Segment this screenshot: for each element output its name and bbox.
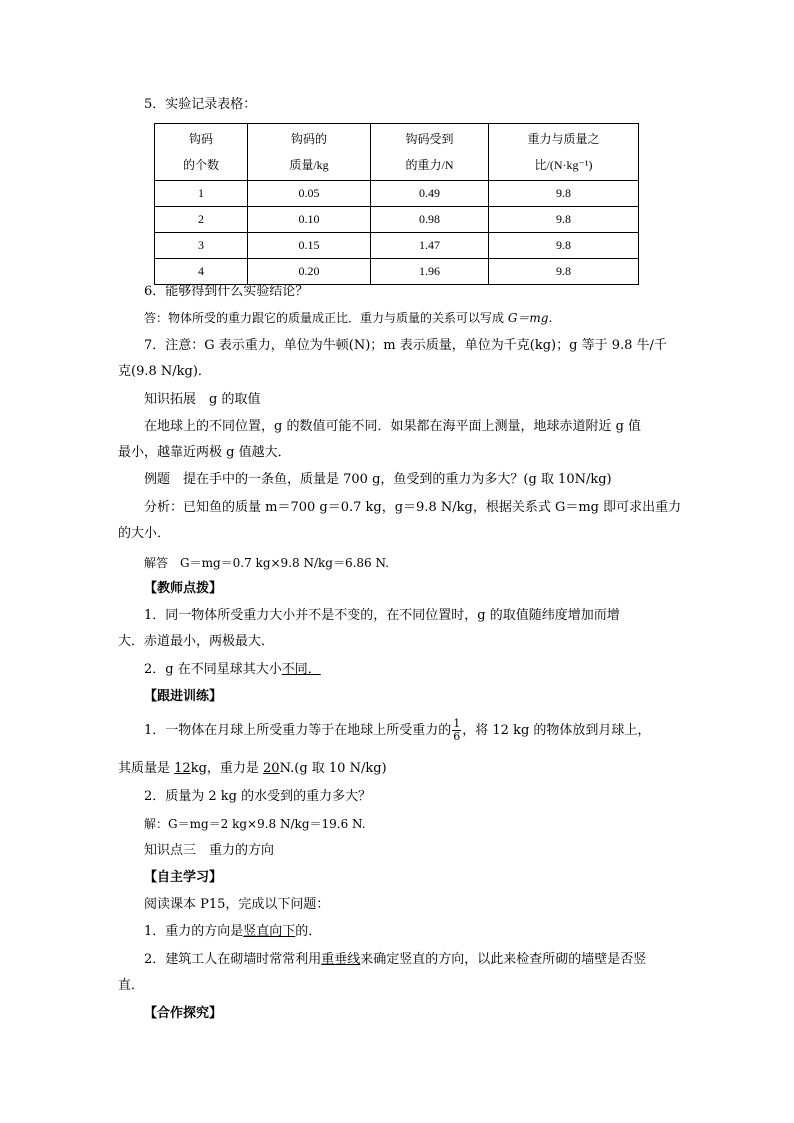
experiment-record-table [154, 123, 639, 285]
question-2-line1: 2．建筑工人在砌墙时常常利用重垂线来确定竖直的方向，以此来检查所砌的墙壁是否竖 [144, 952, 647, 967]
table-cell: 0.20 [248, 259, 371, 285]
table-row [155, 207, 639, 233]
answer-blank: 20 [263, 761, 280, 776]
item-5-heading: 5．实验记录表格： [144, 97, 257, 112]
question-2-line2: 直． [118, 978, 145, 993]
table-cell: 2 [155, 207, 248, 233]
example-question: 例题 提在手中的一条鱼，质量是 700 g，鱼受到的重力为多大？(g 取 10N/kg) [144, 472, 612, 487]
follow-up-2-question: 2．质量为 2 kg 的水受到的重力多大？ [144, 789, 372, 804]
item-6-question: 6．能够得到什么实验结论？ [144, 284, 309, 299]
fraction-one-sixth: $\frac{1}{6}$ [453, 717, 461, 743]
header-weight: 钩码受到 的重力/N [371, 124, 489, 181]
table-cell: 9.8 [489, 233, 639, 259]
extension-paragraph-line1: 在地球上的不同位置，g 的数值可能不同．如果都在海平面上测量，地球赤道附近 g 值 [144, 419, 642, 434]
follow-up-1-line1: 1．一物体在月球上所受重力等于在地球上所受重力的 $\frac{1}{6}$ ，将 12 kg 的物体放到月球上， [144, 717, 651, 743]
table-cell: 4 [155, 259, 248, 285]
table-cell: 9.8 [489, 207, 639, 233]
item-7-line2: 克(9.8 N/kg)． [118, 364, 211, 379]
table-header-row [155, 124, 639, 181]
reading-instruction: 阅读课本 P15，完成以下问题： [144, 897, 330, 912]
extension-paragraph-line2: 最小，越靠近两极 g 值越大． [118, 445, 291, 460]
table-cell: 9.8 [489, 181, 639, 207]
knowledge-point-3-title: 知识点三 重力的方向 [144, 843, 275, 858]
question-1: 1．重力的方向是竖直向下的． [144, 924, 322, 939]
teacher-tip-2: 2．g 在不同星球其大小不同． [144, 662, 321, 677]
table-cell: 3 [155, 233, 248, 259]
teacher-tips-title: 【教师点拨】 [144, 581, 223, 596]
follow-up-1-line2: 其质量是 12kg，重力是 20N.(g 取 10 N/kg) [118, 761, 387, 776]
teacher-tip-1-line1: 1．同一物体所受重力大小并不是不变的，在不同位置时，g 的取值随纬度增加而增 [144, 608, 620, 623]
item-7-line1: 7．注意：G 表示重力，单位为牛顿(N)；m 表示质量，单位为千克(kg)；g 等于 9.8 牛/千 [144, 338, 667, 353]
table-row [155, 233, 639, 259]
table-cell: 0.98 [371, 207, 489, 233]
table-cell: 1.47 [371, 233, 489, 259]
extension-title: 知识拓展 g 的取值 [144, 392, 261, 407]
table-cell: 0.05 [248, 181, 371, 207]
header-count: 钩码 的个数 [155, 124, 248, 181]
table-cell: 9.8 [489, 259, 639, 285]
self-study-title: 【自主学习】 [144, 870, 223, 885]
follow-up-2-solution: 解：G＝mg＝2 kg×9.8 N/kg＝19.6 N. [144, 817, 366, 831]
header-mass: 钩码的 质量/kg [248, 124, 371, 181]
table-cell: 1 [155, 181, 248, 207]
table-cell: 0.15 [248, 233, 371, 259]
answer-blank: 竖直向下 [243, 924, 296, 939]
answer-blank: 不同． [281, 662, 321, 677]
table-cell: 0.49 [371, 181, 489, 207]
answer-blank: 12 [174, 761, 191, 776]
item-6-answer: 答：物体所受的重力跟它的质量成正比．重力与质量的关系可以写成 G＝mg. [144, 311, 553, 325]
analysis-line2: 的大小． [118, 526, 171, 541]
table-cell: 1.96 [371, 259, 489, 285]
example-answer: 解答 G＝mg＝0.7 kg×9.8 N/kg＝6.86 N. [144, 556, 390, 570]
answer-blank: 重垂线 [321, 952, 361, 967]
teacher-tip-1-line2: 大．赤道最小，两极最大． [118, 634, 275, 649]
table-row [155, 181, 639, 207]
cooperative-inquiry-title: 【合作探究】 [144, 1006, 223, 1021]
header-ratio: 重力与质量之 比/(N·kg⁻¹) [489, 124, 639, 181]
table-cell: 0.10 [248, 207, 371, 233]
table-row [155, 259, 639, 285]
analysis-line1: 分析：已知鱼的质量 m＝700 g＝0.7 kg，g＝9.8 N/kg，根据关系式 G＝mg 即可求出重力 [144, 500, 682, 515]
follow-up-title: 【跟进训练】 [144, 689, 223, 704]
